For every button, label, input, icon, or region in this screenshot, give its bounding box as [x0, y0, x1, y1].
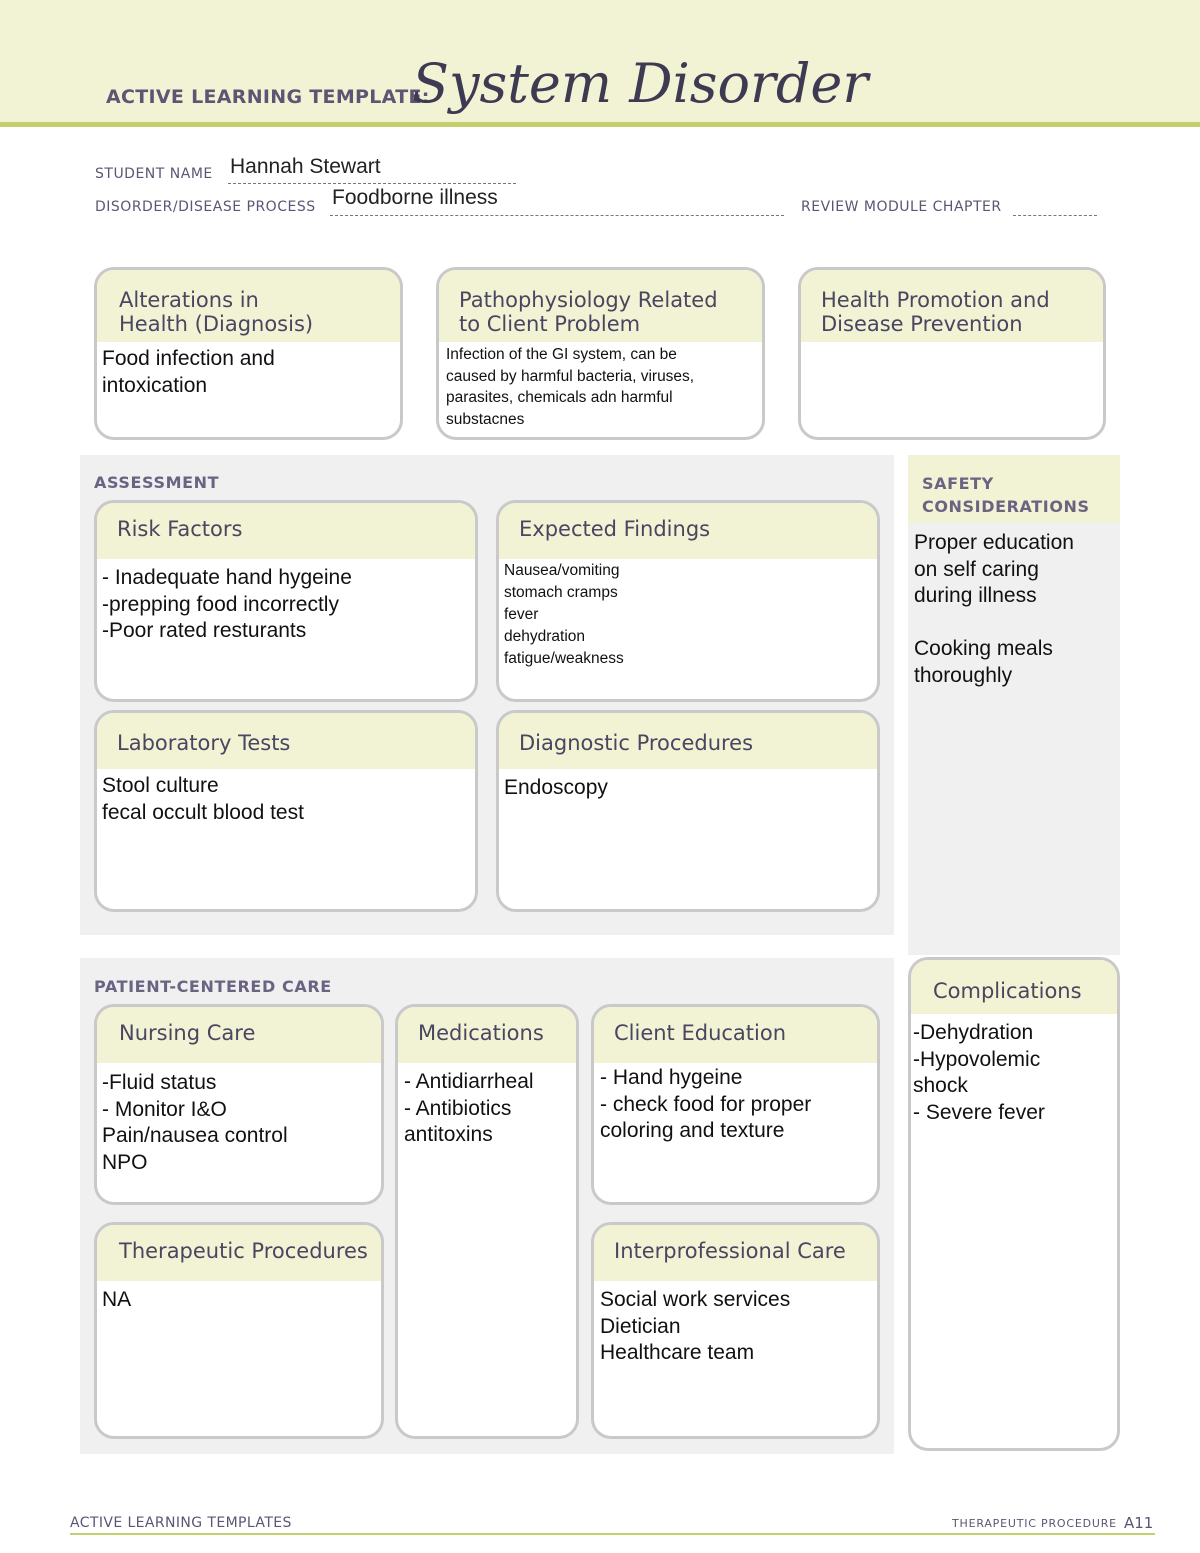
expected-findings-box	[496, 500, 880, 702]
patient-care-title: PATIENT-CENTERED CARE	[94, 977, 332, 996]
medications-title: Medications	[398, 1007, 576, 1063]
disorder-label: DISORDER/DISEASE PROCESS	[95, 199, 316, 215]
student-name-field[interactable]: Hannah Stewart	[230, 155, 381, 178]
client-education-body[interactable]: - Hand hygeine - check food for proper coloring and texture	[600, 1066, 812, 1142]
student-name-underline	[228, 182, 516, 184]
client-education-box	[591, 1004, 880, 1205]
health-promotion-title: Health Promotion and Disease Prevention	[801, 270, 1103, 342]
interprofessional-care-body[interactable]: Social work services Dietician Healthcare team	[600, 1288, 791, 1364]
medications-box	[395, 1004, 579, 1439]
expected-findings-title: Expected Findings	[499, 503, 877, 559]
header-rule	[0, 122, 1200, 127]
disorder-field[interactable]: Foodborne illness	[332, 186, 498, 209]
complications-box	[908, 957, 1120, 1451]
assessment-title: ASSESSMENT	[94, 473, 220, 492]
alterations-body[interactable]: Food infection and intoxication	[102, 347, 275, 397]
laboratory-tests-box	[94, 710, 478, 912]
health-promotion-box	[798, 267, 1106, 440]
complications-body[interactable]: -Dehydration -Hypovolemic shock - Severe fever	[913, 1021, 1045, 1124]
health-promotion-body[interactable]	[801, 342, 1103, 346]
interprofessional-care-title: Interprofessional Care	[594, 1225, 877, 1281]
alterations-title: Alterations in Health (Diagnosis)	[97, 270, 400, 342]
pathophysiology-title: Pathophysiology Related to Client Problem	[439, 270, 762, 342]
therapeutic-procedures-title: Therapeutic Procedures	[97, 1225, 381, 1281]
alterations-box	[94, 267, 403, 440]
therapeutic-procedures-body[interactable]: NA	[102, 1288, 132, 1311]
safety-title: SAFETY CONSIDERATIONS	[922, 474, 1090, 516]
risk-factors-title: Risk Factors	[97, 503, 475, 559]
medications-body[interactable]: - Antidiarrheal - Antibiotics antitoxins	[404, 1070, 534, 1146]
template-label: ACTIVE LEARNING TEMPLATE:	[106, 86, 430, 108]
therapeutic-procedures-box	[94, 1222, 384, 1439]
footer-right: THERAPEUTIC PROCEDURE	[952, 1517, 1117, 1530]
laboratory-tests-title: Laboratory Tests	[97, 713, 475, 769]
diagnostic-procedures-title: Diagnostic Procedures	[499, 713, 877, 769]
footer-page-number: A11	[1124, 1514, 1154, 1532]
risk-factors-body[interactable]: - Inadequate hand hygeine -prepping food incorrectly -Poor rated resturants	[102, 566, 352, 642]
footer-left: ACTIVE LEARNING TEMPLATES	[70, 1515, 292, 1531]
laboratory-tests-body[interactable]: Stool culture fecal occult blood test	[102, 774, 304, 824]
template-title: System Disorder	[412, 52, 869, 115]
complications-title: Complications	[911, 960, 1117, 1014]
pathophysiology-box	[436, 267, 765, 440]
risk-factors-box	[94, 500, 478, 702]
student-name-label: STUDENT NAME	[95, 166, 213, 182]
interprofessional-care-box	[591, 1222, 880, 1439]
nursing-care-body[interactable]: -Fluid status - Monitor I&O Pain/nausea control NPO	[102, 1071, 288, 1174]
review-module-label: REVIEW MODULE CHAPTER	[801, 199, 1002, 215]
nursing-care-title: Nursing Care	[97, 1007, 381, 1063]
expected-findings-body[interactable]: Nausea/vomiting stomach cramps fever dehydration fatigue/weakness	[504, 562, 624, 667]
diagnostic-procedures-box	[496, 710, 880, 912]
pathophysiology-body[interactable]: Infection of the GI system, can be caused by harmful bacteria, viruses, parasites, chemicals adn harmful substacnes	[446, 346, 695, 428]
nursing-care-box	[94, 1004, 384, 1205]
footer-rule	[70, 1533, 1155, 1535]
safety-body[interactable]: Proper education on self caring during illness Cooking meals thoroughly	[914, 531, 1074, 687]
client-education-title: Client Education	[594, 1007, 877, 1063]
review-module-field[interactable]	[1013, 214, 1097, 216]
disorder-underline	[330, 214, 784, 216]
diagnostic-procedures-body[interactable]: Endoscopy	[504, 776, 608, 799]
